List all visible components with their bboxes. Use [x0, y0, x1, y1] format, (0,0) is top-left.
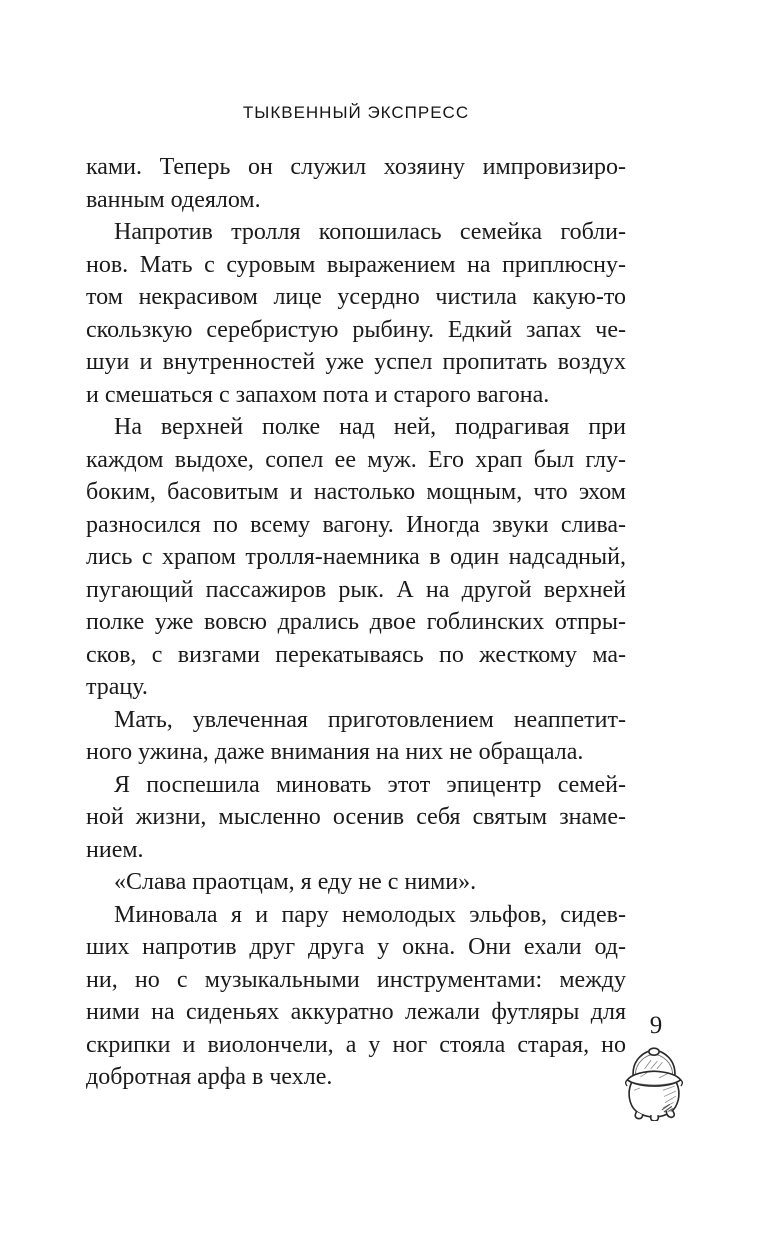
text-line: пугающий пассажиров рык. А на другой верхней [86, 576, 626, 603]
text-line: полке уже вовсю дрались двое гоблинских отпры- [86, 609, 626, 635]
page-number: 9 [649, 1012, 663, 1039]
text-line: каждом выдохе, сопел ее муж. Его храп был глу- [86, 446, 626, 473]
running-header: ТЫКВЕННЫЙ ЭКСПРЕСС [242, 103, 470, 122]
text-line: ни, но с музыкальными инструментами: между [86, 966, 626, 993]
text-line: скользкую серебристую рыбину. Едкий запах че- [86, 316, 626, 343]
cauldron-illustration [619, 1045, 689, 1121]
text-line: лись с храпом тролля-наемника в один надсадный, [86, 544, 626, 570]
text-line: Напротив тролля копошилась семейка гобли- [114, 219, 626, 245]
text-line: добротная арфа в чехле. [86, 1064, 333, 1090]
text-line: ками. Теперь он служил хозяину импровизиро- [86, 154, 626, 180]
text-line: нов. Мать с суровым выражением на приплюсну- [86, 251, 626, 278]
text-line: том некрасивом лице усердно чистила какую-то [86, 284, 626, 310]
text-line: ной жизни, мысленно осенив себя святым знаме- [86, 804, 626, 830]
text-line: «Слава праотцам, я еду не с ними». [114, 869, 477, 895]
text-line: ними на сиденьях аккуратно лежали футляры для [86, 999, 626, 1025]
text-line: Миновала я и пару немолодых эльфов, сидев- [114, 901, 626, 928]
text-line: Я поспешила миновать этот эпицентр семей- [114, 771, 626, 798]
text-line: разносился по всему вагону. Иногда звуки слива- [86, 511, 626, 538]
text-line: скрипки и виолончели, а у ног стояла старая, но [86, 1031, 626, 1058]
text-line: боким, басовитым и настолько мощным, что эхом [86, 479, 626, 505]
text-line: ного ужина, даже внимания на них не обращала. [86, 739, 584, 765]
text-line: ванным одеялом. [86, 186, 261, 213]
text-line: нием. [86, 836, 144, 863]
text-line: На верхней полке над ней, подрагивая при [114, 414, 626, 440]
text-line: трацу. [86, 674, 148, 700]
text-column [86, 151, 626, 1094]
text-line: ших напротив друг друга у окна. Они ехали од- [86, 934, 626, 960]
text-line: шуи и внутренностей уже успел пропитать воздух [86, 349, 626, 375]
text-line: Мать, увлеченная приготовлением неаппетит- [114, 706, 626, 733]
text-line: и смешаться с запахом пота и старого вагона. [86, 381, 550, 408]
text-line: сков, с визгами перекатываясь по жесткому ма- [86, 641, 626, 668]
